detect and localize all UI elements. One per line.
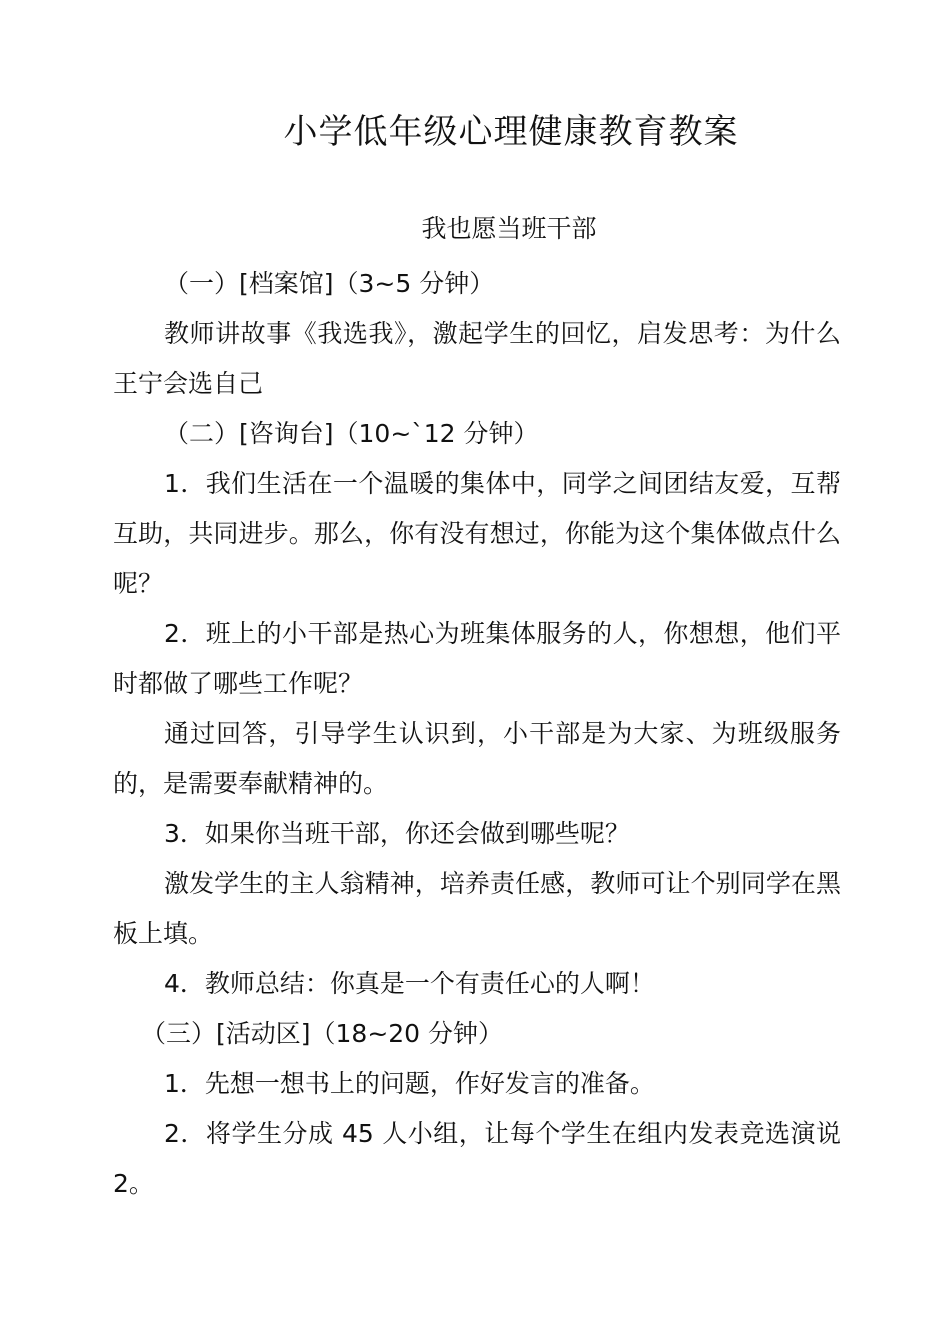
lesson-subtitle: 我也愿当班干部: [421, 214, 597, 243]
paragraph: 1．先想一想书上的问题，作好发言的准备。: [164, 1069, 655, 1098]
paragraph: 2．将学生分成 45 人小组，让每个学生在组内发表竞选演说2。: [113, 1119, 841, 1198]
paragraph: （二）[咨询台]（10~`12 分钟）: [164, 419, 539, 448]
paragraph: 通过回答，引导学生认识到，小干部是为大家、为班级服务的，是需要奉献精神的。: [113, 719, 841, 798]
paragraph: （三）[活动区]（18~20 分钟）: [141, 1019, 504, 1048]
paragraph: 1．我们生活在一个温暖的集体中，同学之间团结友爱，互帮互助，共同进步。那么，你有没有想过，你能为这个集体做点什么呢？: [113, 469, 841, 598]
paragraph: 3．如果你当班干部，你还会做到哪些呢？: [164, 819, 630, 848]
paragraph: 教师讲故事《我选我》，激起学生的回忆，启发思考：为什么王宁会选自己: [113, 319, 841, 398]
paragraph: 4．教师总结：你真是一个有责任心的人啊！: [164, 969, 655, 998]
paragraph: 2．班上的小干部是热心为班集体服务的人，你想想，他们平时都做了哪些工作呢？: [113, 619, 841, 698]
paragraph: （一）[档案馆]（3~5 分钟）: [164, 269, 495, 298]
document-body: [113, 259, 841, 1209]
paragraph: 激发学生的主人翁精神，培养责任感，教师可让个别同学在黑板上填。: [113, 869, 841, 948]
document-title: 小学低年级心理健康教育教案: [283, 112, 739, 152]
